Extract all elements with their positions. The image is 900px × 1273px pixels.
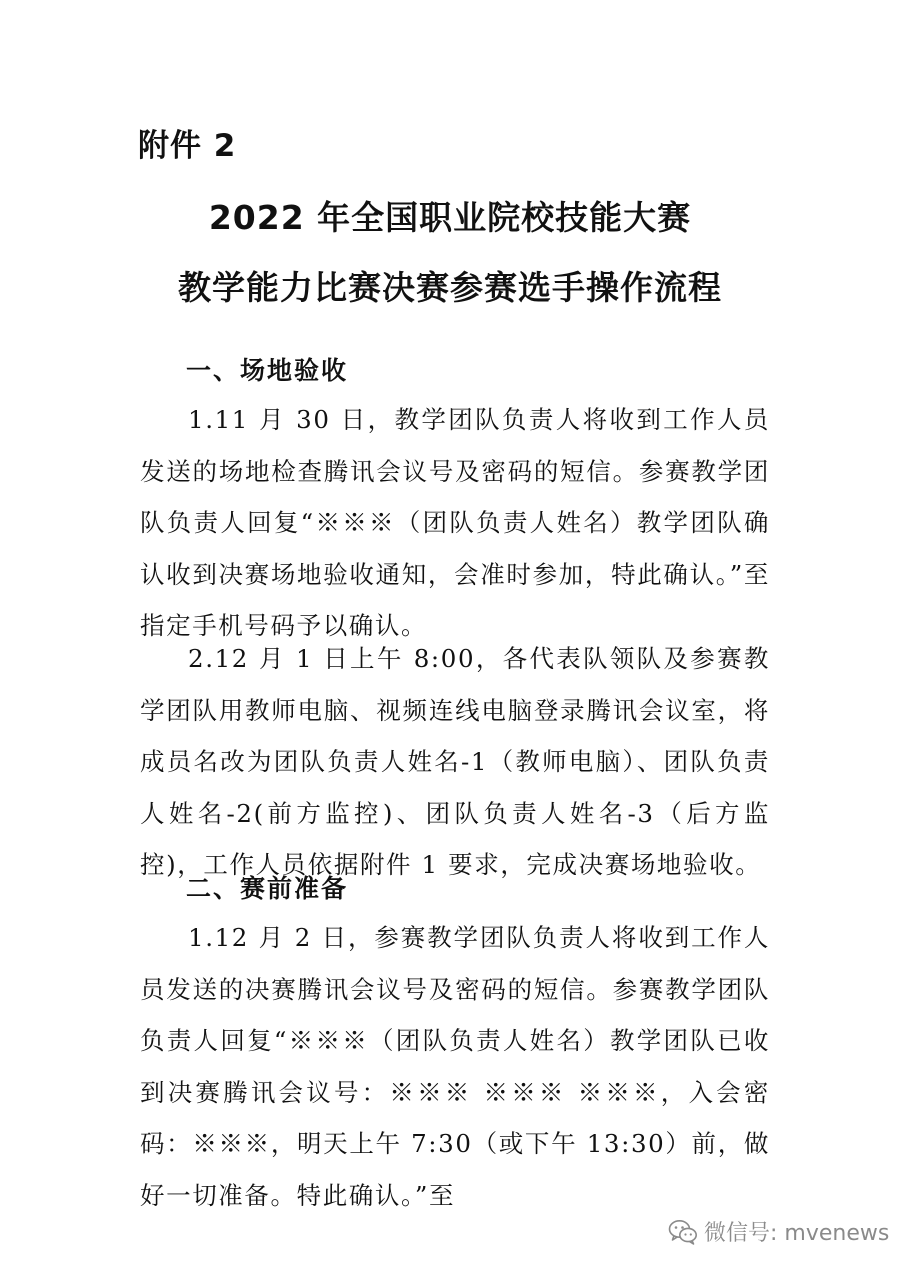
watermark (668, 1216, 889, 1247)
watermark-text: 微信号: mvenews (704, 1221, 890, 1246)
document-title-line-1: 2022 年全国职业院校技能大赛 (208, 198, 692, 237)
document-title-line-2: 教学能力比赛决赛参赛选手操作流程 (178, 268, 722, 307)
paragraph: 2.12 月 1 日上午 8:00，各代表队领队及参赛教学团队用教师电脑、视频连线电脑登录腾讯会议室，将成员名改为团队负责人姓名-1（教师电脑）、团队负责人姓名-2(前方监控)、团队负责人姓名-3（后方监控)，工作人员依据附件 1 要求，完成决赛场地验收。 (140, 644, 770, 880)
section-heading-pre-competition: 二、赛前准备 (186, 874, 349, 903)
wechat-icon (668, 1219, 698, 1245)
paragraph: 1.12 月 2 日，参赛教学团队负责人将收到工作人员发送的决赛腾讯会议号及密码的短信。参赛教学团队负责人回复“※※※（团队负责人姓名）教学团队已收到决赛腾讯会议号：※※※ ※※※ ※※※，入会密码：※※※，明天上午 7:30（或下午 13:30）前，做好一切准备。特此确认。”至 (140, 923, 770, 1210)
paragraph: 1.11 月 30 日，教学团队负责人将收到工作人员发送的场地检查腾讯会议号及密码的短信。参赛教学团队负责人回复“※※※（团队负责人姓名）教学团队确认收到决赛场地验收通知，会准时参加，特此确认。”至指定手机号码予以确认。 (140, 405, 770, 641)
attachment-label: 附件 2 (138, 128, 237, 164)
section-heading-venue-acceptance: 一、场地验收 (186, 356, 349, 385)
